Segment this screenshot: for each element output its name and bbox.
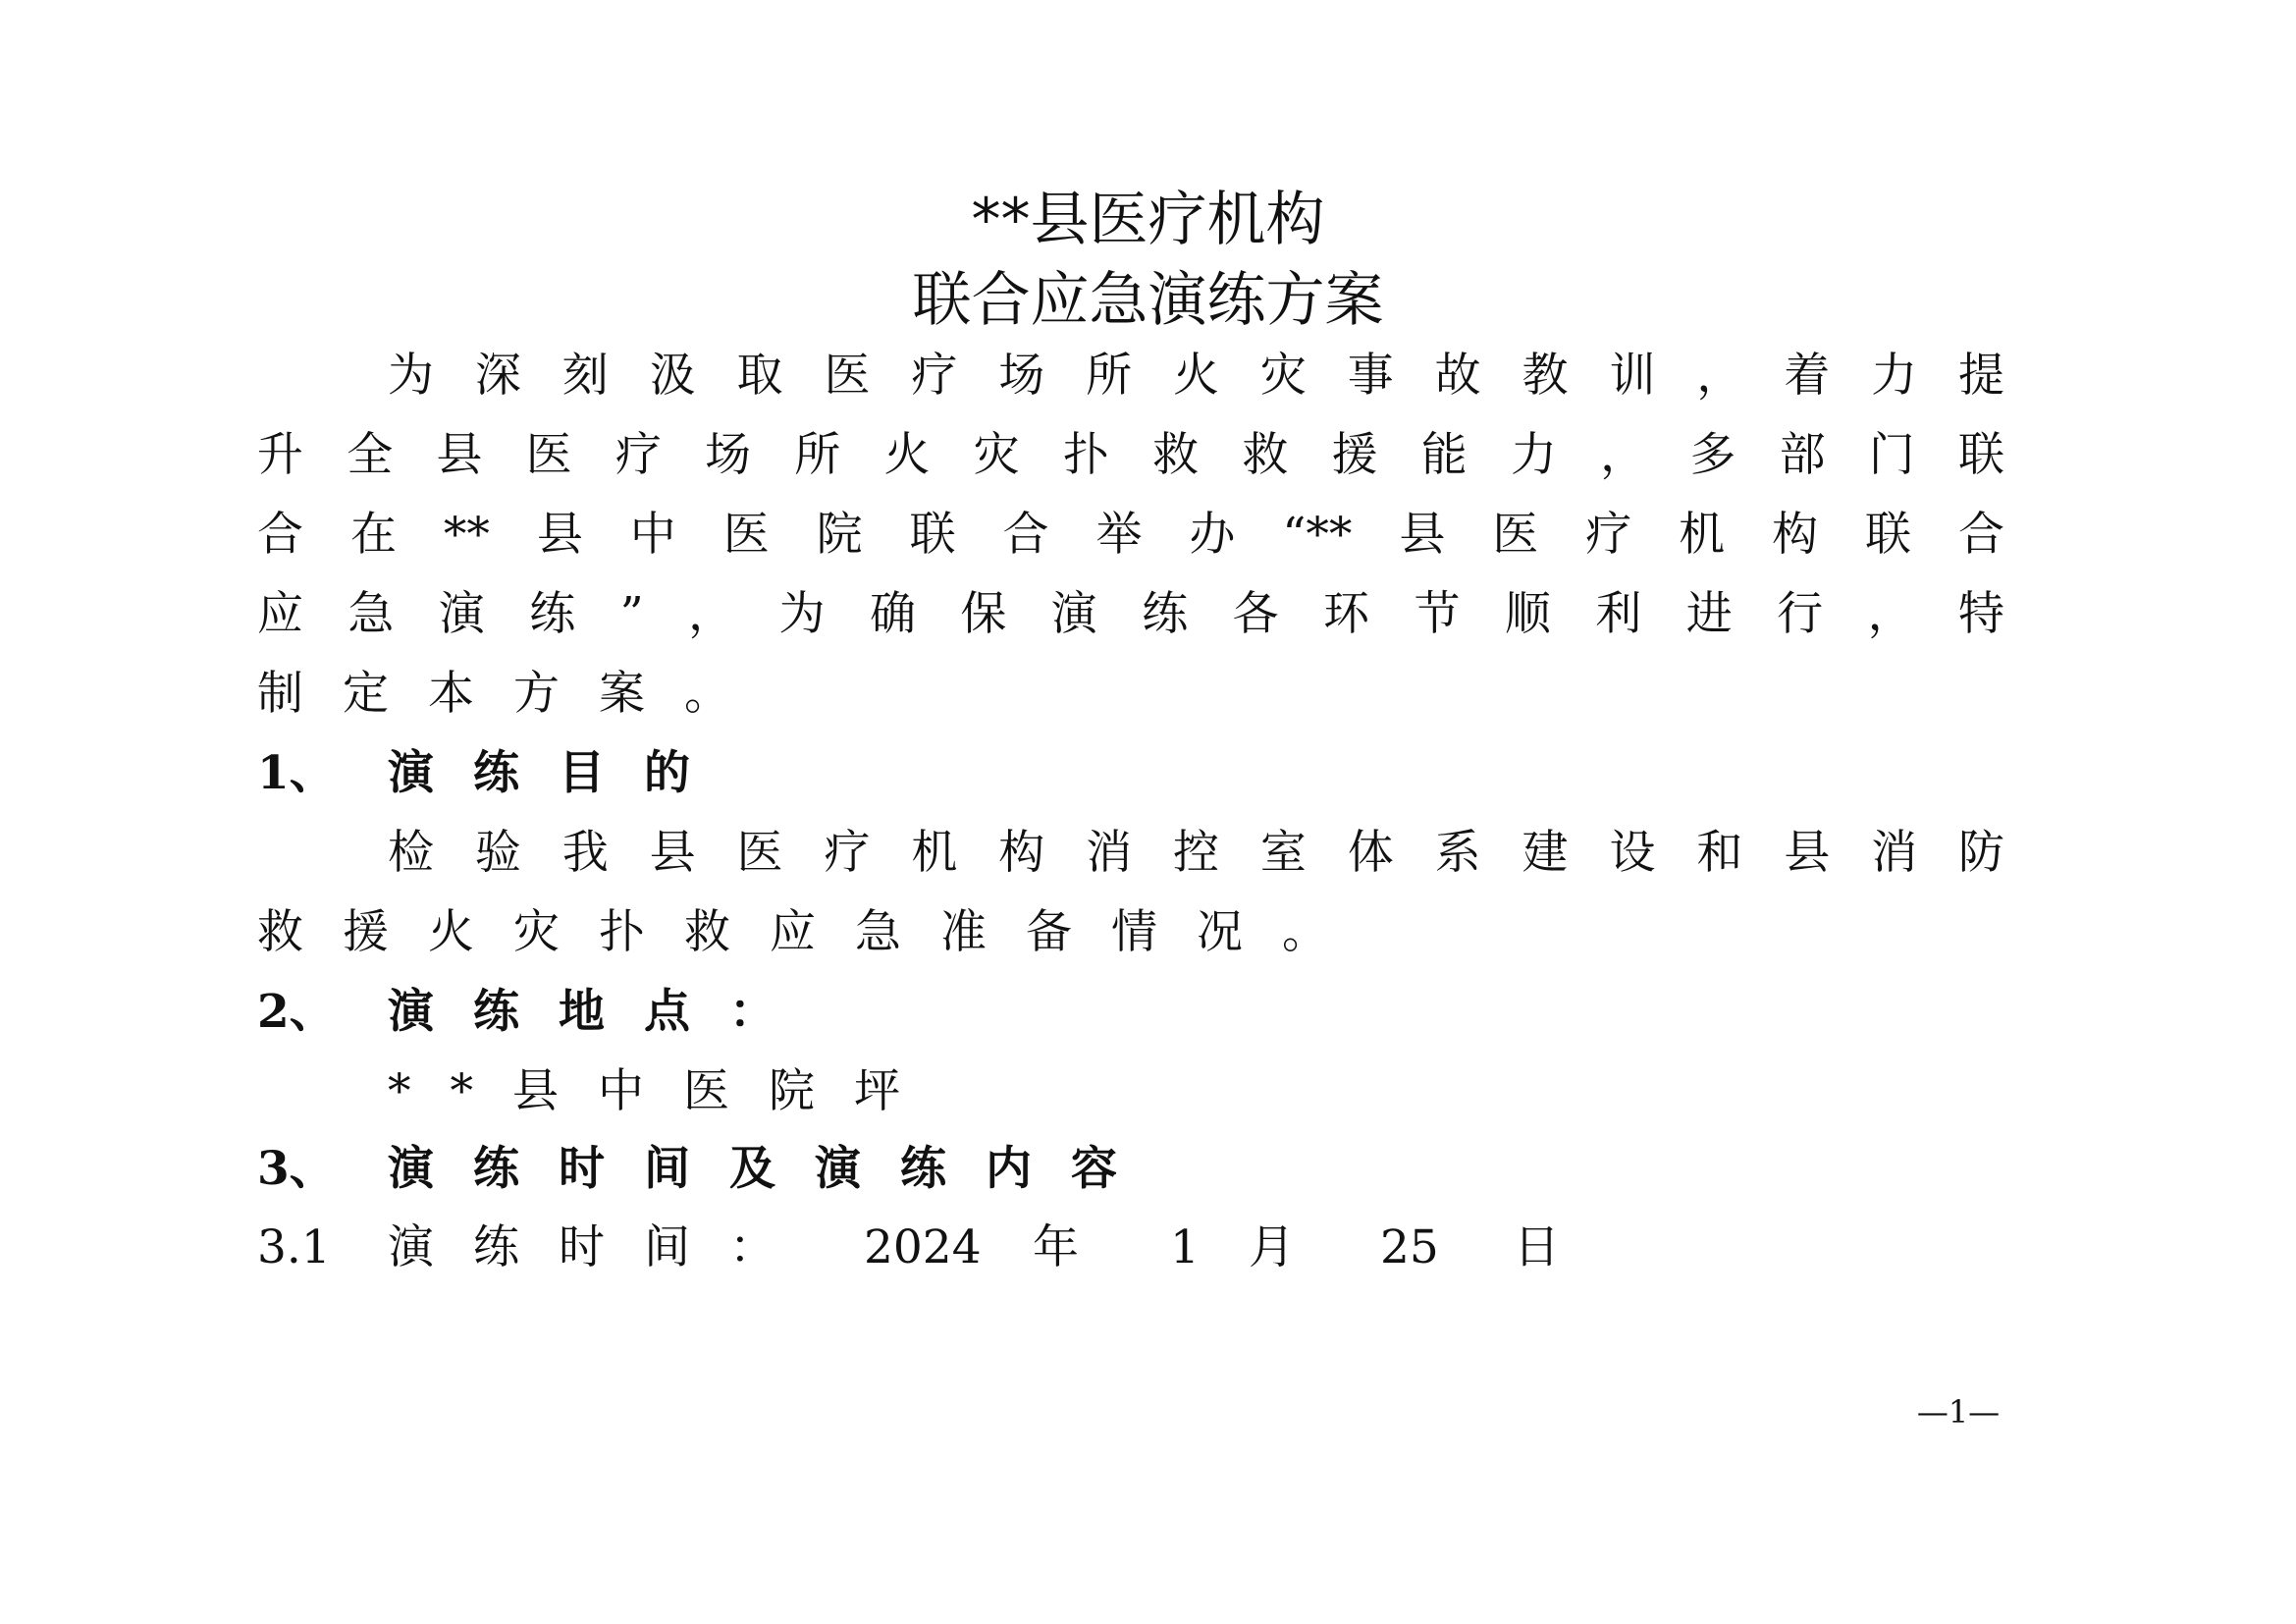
section-3-heading [257,1129,2004,1209]
drill-year-unit: 年 [1033,1220,1079,1274]
section-3-1-label: 演练时间： [388,1220,815,1274]
section-2-number: 2、 [257,985,336,1039]
section-1-body-line-2: 救援火灾扑救应急准备情况。 [257,905,1367,959]
section-1-heading [257,733,2004,813]
drill-month: 1 [1170,1220,1200,1274]
intro-line-3: 合在**县中医院联合举办“**县医疗机构联合 [257,508,2004,562]
section-3-title: 演练时间及演练内容 [388,1142,1156,1196]
intro-line-2: 升全县医疗场所火灾扑救救援能力，多部门联 [257,428,2004,482]
section-2-heading [257,972,2004,1052]
document-title-line-1: **县医疗机构 [971,186,1325,254]
section-1-title: 演练目的 [388,746,729,800]
intro-line-1: 为深刻汲取医疗场所火灾事故教训，着力提 [388,349,2004,403]
section-3-number: 3、 [257,1142,336,1196]
section-2-body: **县中医院坪 [388,1064,939,1118]
section-1-number: 1、 [257,746,336,800]
page-number: —1— [1916,1393,2001,1431]
drill-year: 2024 [864,1220,982,1274]
section-1-body-line-1: 检验我县医疗机构消控室体系建设和县消防 [388,826,2004,880]
drill-day-unit: 日 [1514,1220,1560,1274]
section-2-title: 演练地点： [388,985,815,1039]
document-title-line-2: 联合应急演练方案 [912,266,1384,335]
intro-line-5: 制定本方案。 [257,667,770,721]
intro-line-4: 应急演练”，为确保演练各环节顺利进行，特 [257,587,2004,641]
section-3-1-number: 3.1 [257,1220,331,1274]
drill-month-unit: 月 [1249,1220,1295,1274]
drill-day: 25 [1380,1220,1439,1274]
